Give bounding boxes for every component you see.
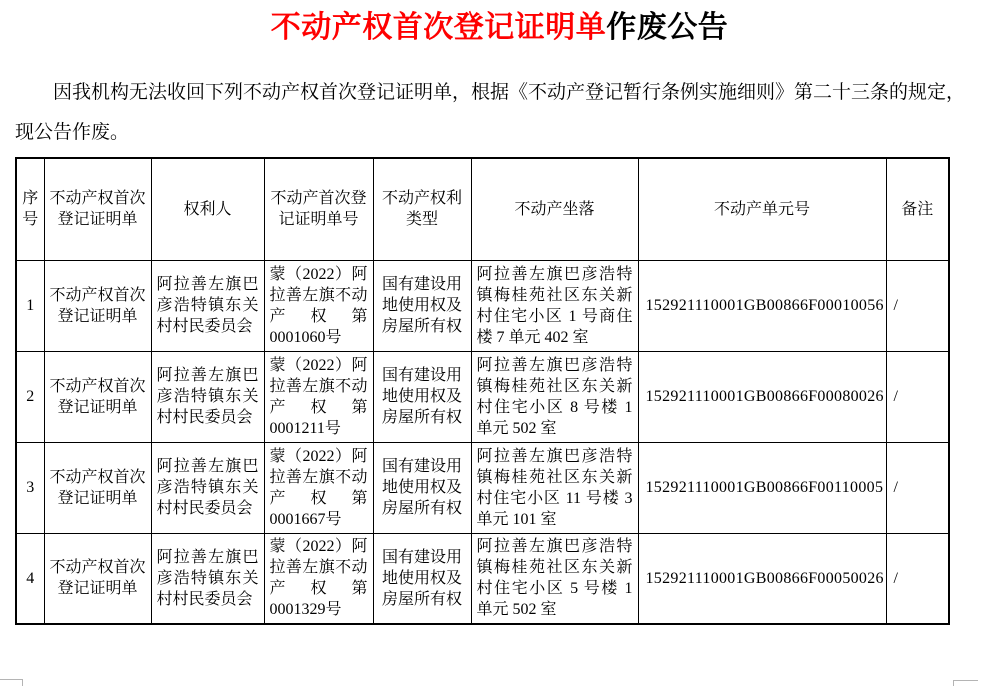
table-cell: 1 — [16, 260, 44, 351]
text-boundary-mark-bottom-left — [0, 679, 23, 680]
table-cell: 阿拉善左旗巴彦浩特镇东关村村民委员会 — [151, 351, 264, 442]
table-cell: 152921110001GB00866F00110005 — [638, 442, 886, 533]
table-cell: 阿拉善左旗巴彦浩特镇梅桂苑社区东关新村住宅小区 11 号楼 3 单元 101 室 — [471, 442, 638, 533]
announcement-table — [15, 157, 950, 625]
table-row — [16, 260, 949, 351]
table-cell: 国有建设用地使用权及房屋所有权 — [373, 533, 471, 624]
header-cell: 权利人 — [151, 158, 264, 260]
table-row — [16, 351, 949, 442]
table-cell: 蒙（2022）阿拉善左旗不动产权第0001211号 — [264, 351, 373, 442]
intro-paragraph-line-2: 现公告作废。 — [15, 122, 130, 143]
table-cell: 不动产权首次登记证明单 — [44, 260, 151, 351]
intro-paragraph-line-1: 因我机构无法收回下列不动产权首次登记证明单，根据《不动产登记暂行条例实施细则》第二十三条的规定， — [53, 82, 966, 103]
table-cell: 不动产权首次登记证明单 — [44, 442, 151, 533]
text-boundary-mark-bottom-right — [953, 680, 978, 681]
table-cell: / — [886, 351, 949, 442]
header-cell: 不动产权利类型 — [373, 158, 471, 260]
table-cell: 152921110001GB00866F00080026 — [638, 351, 886, 442]
header-cell: 不动产首次登记证明单号 — [264, 158, 373, 260]
text-boundary-mark-bottom-right-tick — [953, 680, 954, 686]
table-cell: 阿拉善左旗巴彦浩特镇梅桂苑社区东关新村住宅小区 8 号楼 1 单元 502 室 — [471, 351, 638, 442]
table-cell: 4 — [16, 533, 44, 624]
table-cell: 阿拉善左旗巴彦浩特镇东关村村民委员会 — [151, 533, 264, 624]
header-cell: 不动产权首次登记证明单 — [44, 158, 151, 260]
table-row — [16, 442, 949, 533]
table-cell: 国有建设用地使用权及房屋所有权 — [373, 351, 471, 442]
header-cell: 序号 — [16, 158, 44, 260]
page-title-black-segment: 作废公告 — [606, 11, 729, 44]
intro-paragraph — [15, 73, 985, 153]
table-cell: / — [886, 260, 949, 351]
header-cell: 不动产单元号 — [638, 158, 886, 260]
header-cell: 备注 — [886, 158, 949, 260]
table-cell: 152921110001GB00866F00050026 — [638, 533, 886, 624]
table-cell: 2 — [16, 351, 44, 442]
table-cell: 蒙（2022）阿拉善左旗不动产权第0001060号 — [264, 260, 373, 351]
table-cell: 国有建设用地使用权及房屋所有权 — [373, 442, 471, 533]
table-row — [16, 533, 949, 624]
table-cell: 不动产权首次登记证明单 — [44, 533, 151, 624]
header-cell: 不动产坐落 — [471, 158, 638, 260]
table-cell: 国有建设用地使用权及房屋所有权 — [373, 260, 471, 351]
table-body — [16, 260, 949, 624]
table-cell: 阿拉善左旗巴彦浩特镇梅桂苑社区东关新村住宅小区 5 号楼 1 单元 502 室 — [471, 533, 638, 624]
text-boundary-mark-bottom-left-tick — [22, 679, 23, 686]
table-cell: 蒙（2022）阿拉善左旗不动产权第0001667号 — [264, 442, 373, 533]
table-cell: 阿拉善左旗巴彦浩特镇梅桂苑社区东关新村住宅小区 1 号商住楼 7 单元 402 室 — [471, 260, 638, 351]
table-cell: 3 — [16, 442, 44, 533]
table-cell: / — [886, 533, 949, 624]
table-cell: / — [886, 442, 949, 533]
table-header — [16, 158, 949, 260]
table-cell: 阿拉善左旗巴彦浩特镇东关村村民委员会 — [151, 442, 264, 533]
page-title — [0, 9, 999, 47]
table-header-row — [16, 158, 949, 260]
table-cell: 蒙（2022）阿拉善左旗不动产权第0001329号 — [264, 533, 373, 624]
table-cell: 阿拉善左旗巴彦浩特镇东关村村民委员会 — [151, 260, 264, 351]
table-cell: 152921110001GB00866F00010056 — [638, 260, 886, 351]
page-title-red-segment: 不动产权首次登记证明单 — [270, 11, 607, 44]
table-cell: 不动产权首次登记证明单 — [44, 351, 151, 442]
